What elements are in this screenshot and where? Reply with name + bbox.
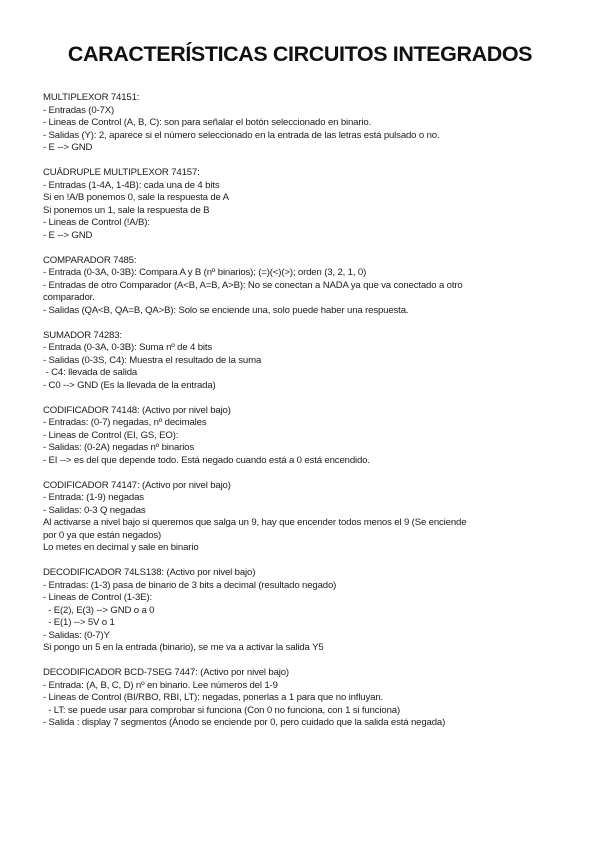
text-line: - Entrada (0-3A, 0-3B): Compara A y B (nº binarios); (=)(<)(>); orden (3, 2, 1, 0): [43, 267, 367, 278]
section-codificador-74148: [43, 405, 557, 468]
text-line: - Entradas (1-4A, 1-4B): cada una de 4 bits: [43, 179, 220, 191]
section-cuadruple-multiplexor-74157: [43, 167, 557, 242]
section-decodificador-bcd-7seg-7447: [43, 667, 557, 730]
section-sumador-74283: [43, 330, 557, 393]
text-line: - Lineas de Control (BI/RBO, RBI, LT): negadas, ponerlas a 1 para que no influyan.: [43, 692, 384, 703]
text-line: - Entradas (0-7X): [43, 104, 115, 116]
text-line: - Entradas: (0-7) negadas, nº decimales: [43, 417, 207, 428]
text-line: - Salida : display 7 segmentos (Ánodo se enciende por 0, pero cuidado que la salida está negada): [43, 717, 446, 728]
text-line: - Entrada (0-3A, 0-3B): Suma nº de 4 bits: [43, 342, 213, 353]
text-line: - E(2), E(3) --> GND o a 0: [48, 604, 155, 616]
section-heading: DECODIFICADOR BCD-7SEG 7447: (Activo por nivel bajo): [43, 667, 289, 678]
text-line: por 0 ya que están negados): [43, 529, 162, 541]
text-line: Si ponemos un 1, sale la respuesta de B: [43, 204, 210, 216]
document-body: [43, 92, 557, 742]
text-line: - Lineas de Control (!A/B):: [43, 217, 150, 228]
text-line: comparador.: [43, 292, 95, 303]
text-line: - Salidas: (0-2A) negadas nº binarios: [43, 442, 195, 453]
text-line: - E(1) --> 5V o 1: [48, 617, 115, 628]
section-decodificador-74ls138: [43, 567, 557, 655]
text-line: - C0 --> GND (Es la llevada de la entrada): [43, 379, 216, 391]
section-comparador-7485: [43, 255, 557, 318]
text-line: - Salidas (Y): 2, aparece si el número seleccionado en la entrada de las letras está pulsado o no.: [43, 129, 440, 141]
text-line: - Salidas: 0-3 Q negadas: [43, 504, 146, 516]
section-heading: CODIFICADOR 74148: (Activo por nivel bajo): [43, 404, 231, 416]
text-line: - Lineas de Control (1-3E):: [43, 592, 152, 603]
text-line: - Entrada: (1-9) negadas: [43, 492, 144, 503]
section-heading: DECODIFICADOR 74LS138: (Activo por nivel bajo): [43, 567, 256, 578]
text-line: - E --> GND: [43, 142, 93, 153]
section-multiplexor-74151: [43, 92, 557, 155]
page-title: CARACTERÍSTICAS CIRCUITOS INTEGRADOS: [67, 42, 533, 66]
text-line: - Salidas (0-3S, C4): Muestra el resultado de la suma: [43, 354, 262, 366]
section-heading: CODIFICADOR 74147: (Activo por nivel bajo): [43, 479, 231, 491]
text-line: - Lineas de Control (A, B, C): son para señalar el botón seleccionado en binario.: [43, 117, 372, 128]
text-line: - Lineas de Control (EI, GS, EO):: [43, 429, 179, 441]
section-codificador-74147: [43, 480, 557, 555]
text-line: - Entradas de otro Comparador (A<B, A=B, A>B): No se conectan a NADA ya que va conectado a otro: [43, 279, 463, 291]
text-line: - Salidas: (0-7)Y: [43, 629, 110, 641]
text-line: - E --> GND: [43, 229, 93, 241]
text-line: Si en !A/B ponemos 0, sale la respuesta de A: [43, 192, 229, 203]
text-line: Si pongo un 5 en la entrada (binario), se me va a activar la salida Y5: [43, 642, 324, 653]
text-line: - EI --> es del que depende todo. Está negado cuando está a 0 está encendido.: [43, 454, 370, 466]
section-heading: MULTIPLEXOR 74151:: [43, 92, 140, 103]
section-heading: CUÁDRUPLE MULTIPLEXOR 74157:: [43, 167, 200, 178]
text-line: Al activarse a nivel bajo si queremos que salga un 9, hay que encender todos menos el 9 (Se enciende: [43, 517, 467, 528]
text-line: - Entrada: (A, B, C, D) nº en binario. Lee números del 1-9: [43, 679, 278, 691]
text-line: - C4: llevada de salida: [45, 367, 138, 378]
text-line: Lo metes en decimal y sale en binario: [43, 542, 199, 553]
text-line: - Entradas: (1-3) pasa de binario de 3 bits a decimal (resultado negado): [43, 579, 337, 591]
text-line: - LT: se puede usar para comprobar si funciona (Con 0 no funciona, con 1 si funciona): [48, 704, 401, 716]
section-heading: COMPARADOR 7485:: [43, 254, 137, 266]
section-heading: SUMADOR 74283:: [43, 329, 122, 341]
text-line: - Salidas (QA<B, QA=B, QA>B): Solo se enciende una, solo puede haber una respuesta.: [43, 304, 409, 316]
